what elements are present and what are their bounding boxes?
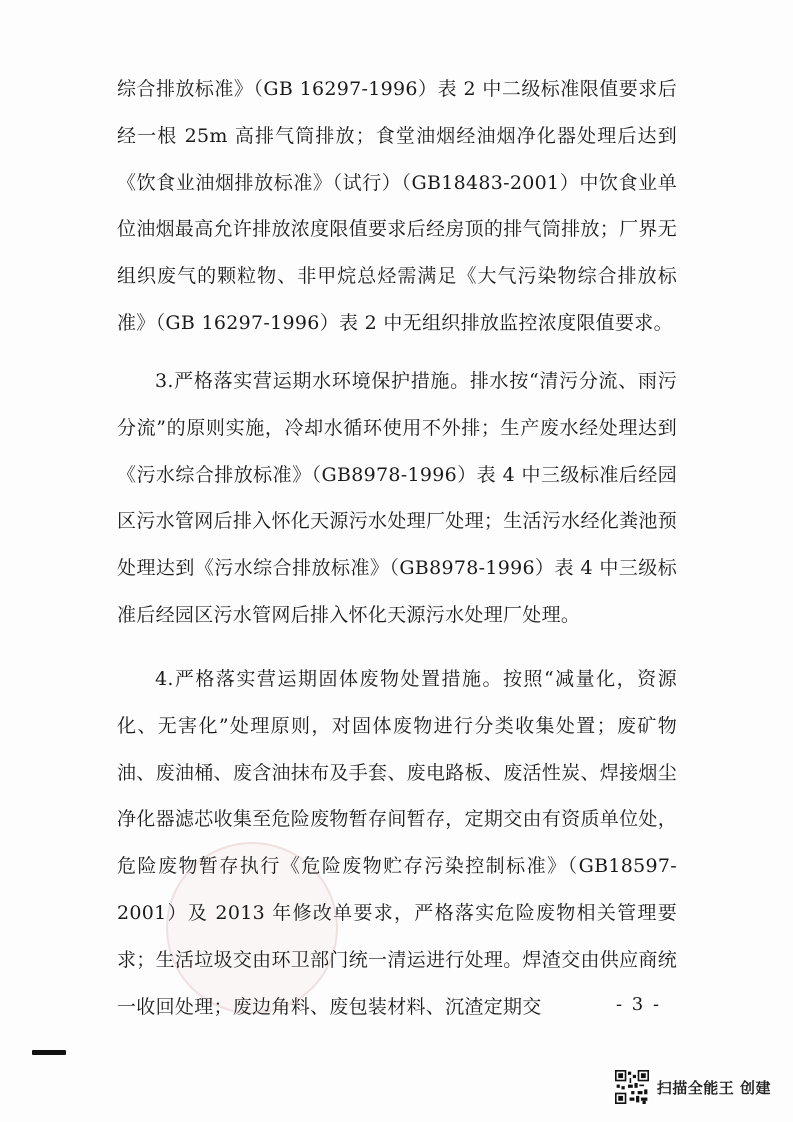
qr-code-icon <box>615 1070 649 1104</box>
scan-edge-mark <box>32 1050 66 1055</box>
watermark-text: 扫描全能王 创建 <box>656 1078 771 1097</box>
paragraph-water-protection: 3.严格落实营运期水环境保护措施。排水按“清污分流、雨污分流”的原则实施，冷却水循环使用不外排；生产废水经处理达到《污水综合排放标准》（GB8978-1996）表 4 中三级标准后经园区污水管网后排入怀化天源污水处理厂处理；生活污水经化粪池预处理达到《污水综合排放标准》（GB8978-1996）表 4 中三级标准后经园区污水管网后排入怀化天源污水处理厂处理。 <box>117 370 677 626</box>
paragraph-air-emissions: 综合排放标准》（GB 16297-1996）表 2 中二级标准限值要求后经一根 25m 高排气筒排放；食堂油烟经油烟净化器处理后达到《饮食业油烟排放标准》（试行）（GB18483-2001）中饮食业单位油烟最高允许排放浓度限值要求后经房顶的排气筒排放；厂界无组织废气的颗粒物、非甲烷总烃需满足《大气污染物综合排放标准》（GB 16297-1996）表 2 中无组织排放监控浓度限值要求。 <box>117 78 677 334</box>
page-number: - 3 - <box>616 994 662 1015</box>
paragraph-solid-waste: 4.严格落实营运期固体废物处置措施。按照“减量化，资源化、无害化”处理原则，对固体废物进行分类收集处置；废矿物油、废油桶、废含油抹布及手套、废电路板、废活性炭、焊接烟尘净化器滤芯收集至危险废物暂存间暂存，定期交由有资质单位处，危险废物暂存执行《危险废物贮存污染控制标准》（GB18597-2001）及 2013 年修改单要求，严格落实危险废物相关管理要求；生活垃圾交由环卫部门统一清运进行处理。焊渣交由供应商统一收回处理；废边角料、废包装材料、沉渣定期交 <box>117 668 677 1018</box>
scanner-watermark <box>615 1070 771 1104</box>
